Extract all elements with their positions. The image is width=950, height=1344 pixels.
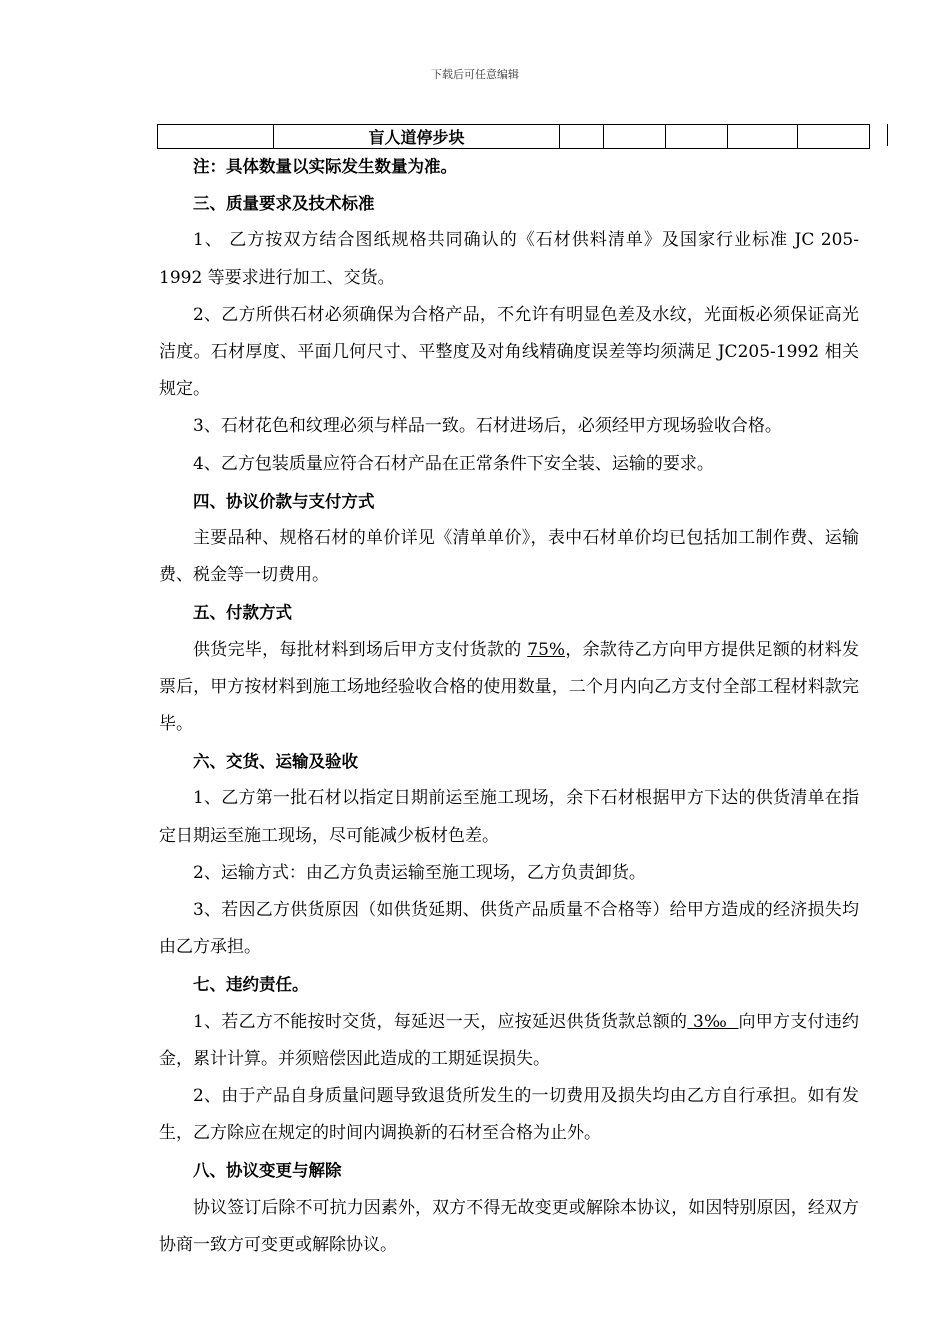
section-7-paragraph-2: 2、由于产品自身质量问题导致退货所发生的一切费用及损失均由乙方自行承担。如有发生，乙方除应在规定的时间内调换新的石材至合格为止外。 (159, 1086, 859, 1144)
payment-percentage: 75% (527, 639, 566, 660)
page-header: 下载后可任意编辑 (431, 68, 519, 81)
section-8-title: 八、协议变更与解除 (193, 1161, 342, 1181)
table-cell-empty (604, 125, 666, 149)
table-cell-empty (158, 125, 274, 149)
section-5-paragraph-1 (159, 632, 859, 744)
table-cell-item: 盲人道停步块 (274, 125, 560, 149)
table-row (158, 125, 870, 149)
margin-mark (887, 124, 888, 146)
section-8-paragraph-1: 协议签订后除不可抗力因素外，双方不得无故变更或解除本协议，如因特别原因，经双方协商一致方可变更或解除协议。 (159, 1197, 859, 1255)
section-5-title: 五、付款方式 (193, 603, 292, 623)
section-7-paragraph-1 (159, 1004, 859, 1078)
section-3-paragraph-4: 4、乙方包装质量应符合石材产品在正常条件下安全装、运输的要求。 (193, 453, 714, 474)
document-body (159, 148, 859, 1264)
section-3-paragraph-3: 3、石材花色和纹理必须与样品一致。石材进场后，必须经甲方现场验收合格。 (193, 416, 782, 437)
section-3-paragraph-2: 2、乙方所供石材必须确保为合格产品，不允许有明显色差及水纹，光面板必须保证高光洁度。石材厚度、平面几何尺寸、平整度及对角线精确度误差等均须满足 JC205-1992 相关规定。 (159, 304, 859, 400)
section-7-title: 七、违约责任。 (193, 975, 309, 995)
section-6-paragraph-3: 3、若因乙方供货原因（如供货延期、供货产品质量不合格等）给甲方造成的经济损失均由乙方承担。 (159, 900, 859, 958)
penalty-text-a: 1、若乙方不能按时交货，每延迟一天，应按延迟供货货款总额的 (193, 1011, 688, 1032)
section-6-title: 六、交货、运输及验收 (193, 752, 358, 772)
section-4-title: 四、协议价款与支付方式 (193, 491, 375, 511)
table-cell-empty (666, 125, 728, 149)
section-6-paragraph-1: 1、乙方第一批石材以指定日期前运至施工现场，余下石材根据甲方下达的供货清单在指定日期运至施工现场，尽可能减少板材色差。 (159, 788, 859, 846)
section-6-paragraph-2: 2、运输方式：由乙方负责运输至施工现场，乙方负责卸货。 (193, 862, 646, 883)
materials-table-fragment (157, 124, 870, 149)
table-cell-empty (560, 125, 604, 149)
section-4-paragraph-1: 主要品种、规格石材的单价详见《清单单价》，表中石材单价均已包括加工制作费、运输费、税金等一切费用。 (159, 528, 859, 586)
table-cell-empty (728, 125, 798, 149)
section-3-title: 三、质量要求及技术标准 (193, 194, 375, 214)
payment-text-b: ，余款待乙方向甲方提供足额的材料发票后，甲方按材料到施工场地经验收合格的使用数量，二个月内向乙方支付全部工程材料款完毕。 (159, 639, 860, 735)
table-cell-empty (798, 125, 870, 149)
quantity-note: 注：具体数量以实际发生数量为准。 (193, 157, 457, 176)
penalty-rate: 3‰ (687, 1011, 739, 1032)
payment-text-a: 供货完毕，每批材料到场后甲方支付货款的 (193, 639, 528, 660)
penalty-text-b: 向甲方支付违约金，累计计算。并须赔偿因此造成的工期延误损失。 (159, 1011, 860, 1069)
section-3-paragraph-1: 1、 乙方按双方结合图纸规格共同确认的《石材供料清单》及国家行业标准 JC 205-1992 等要求进行加工、交货。 (159, 230, 859, 288)
